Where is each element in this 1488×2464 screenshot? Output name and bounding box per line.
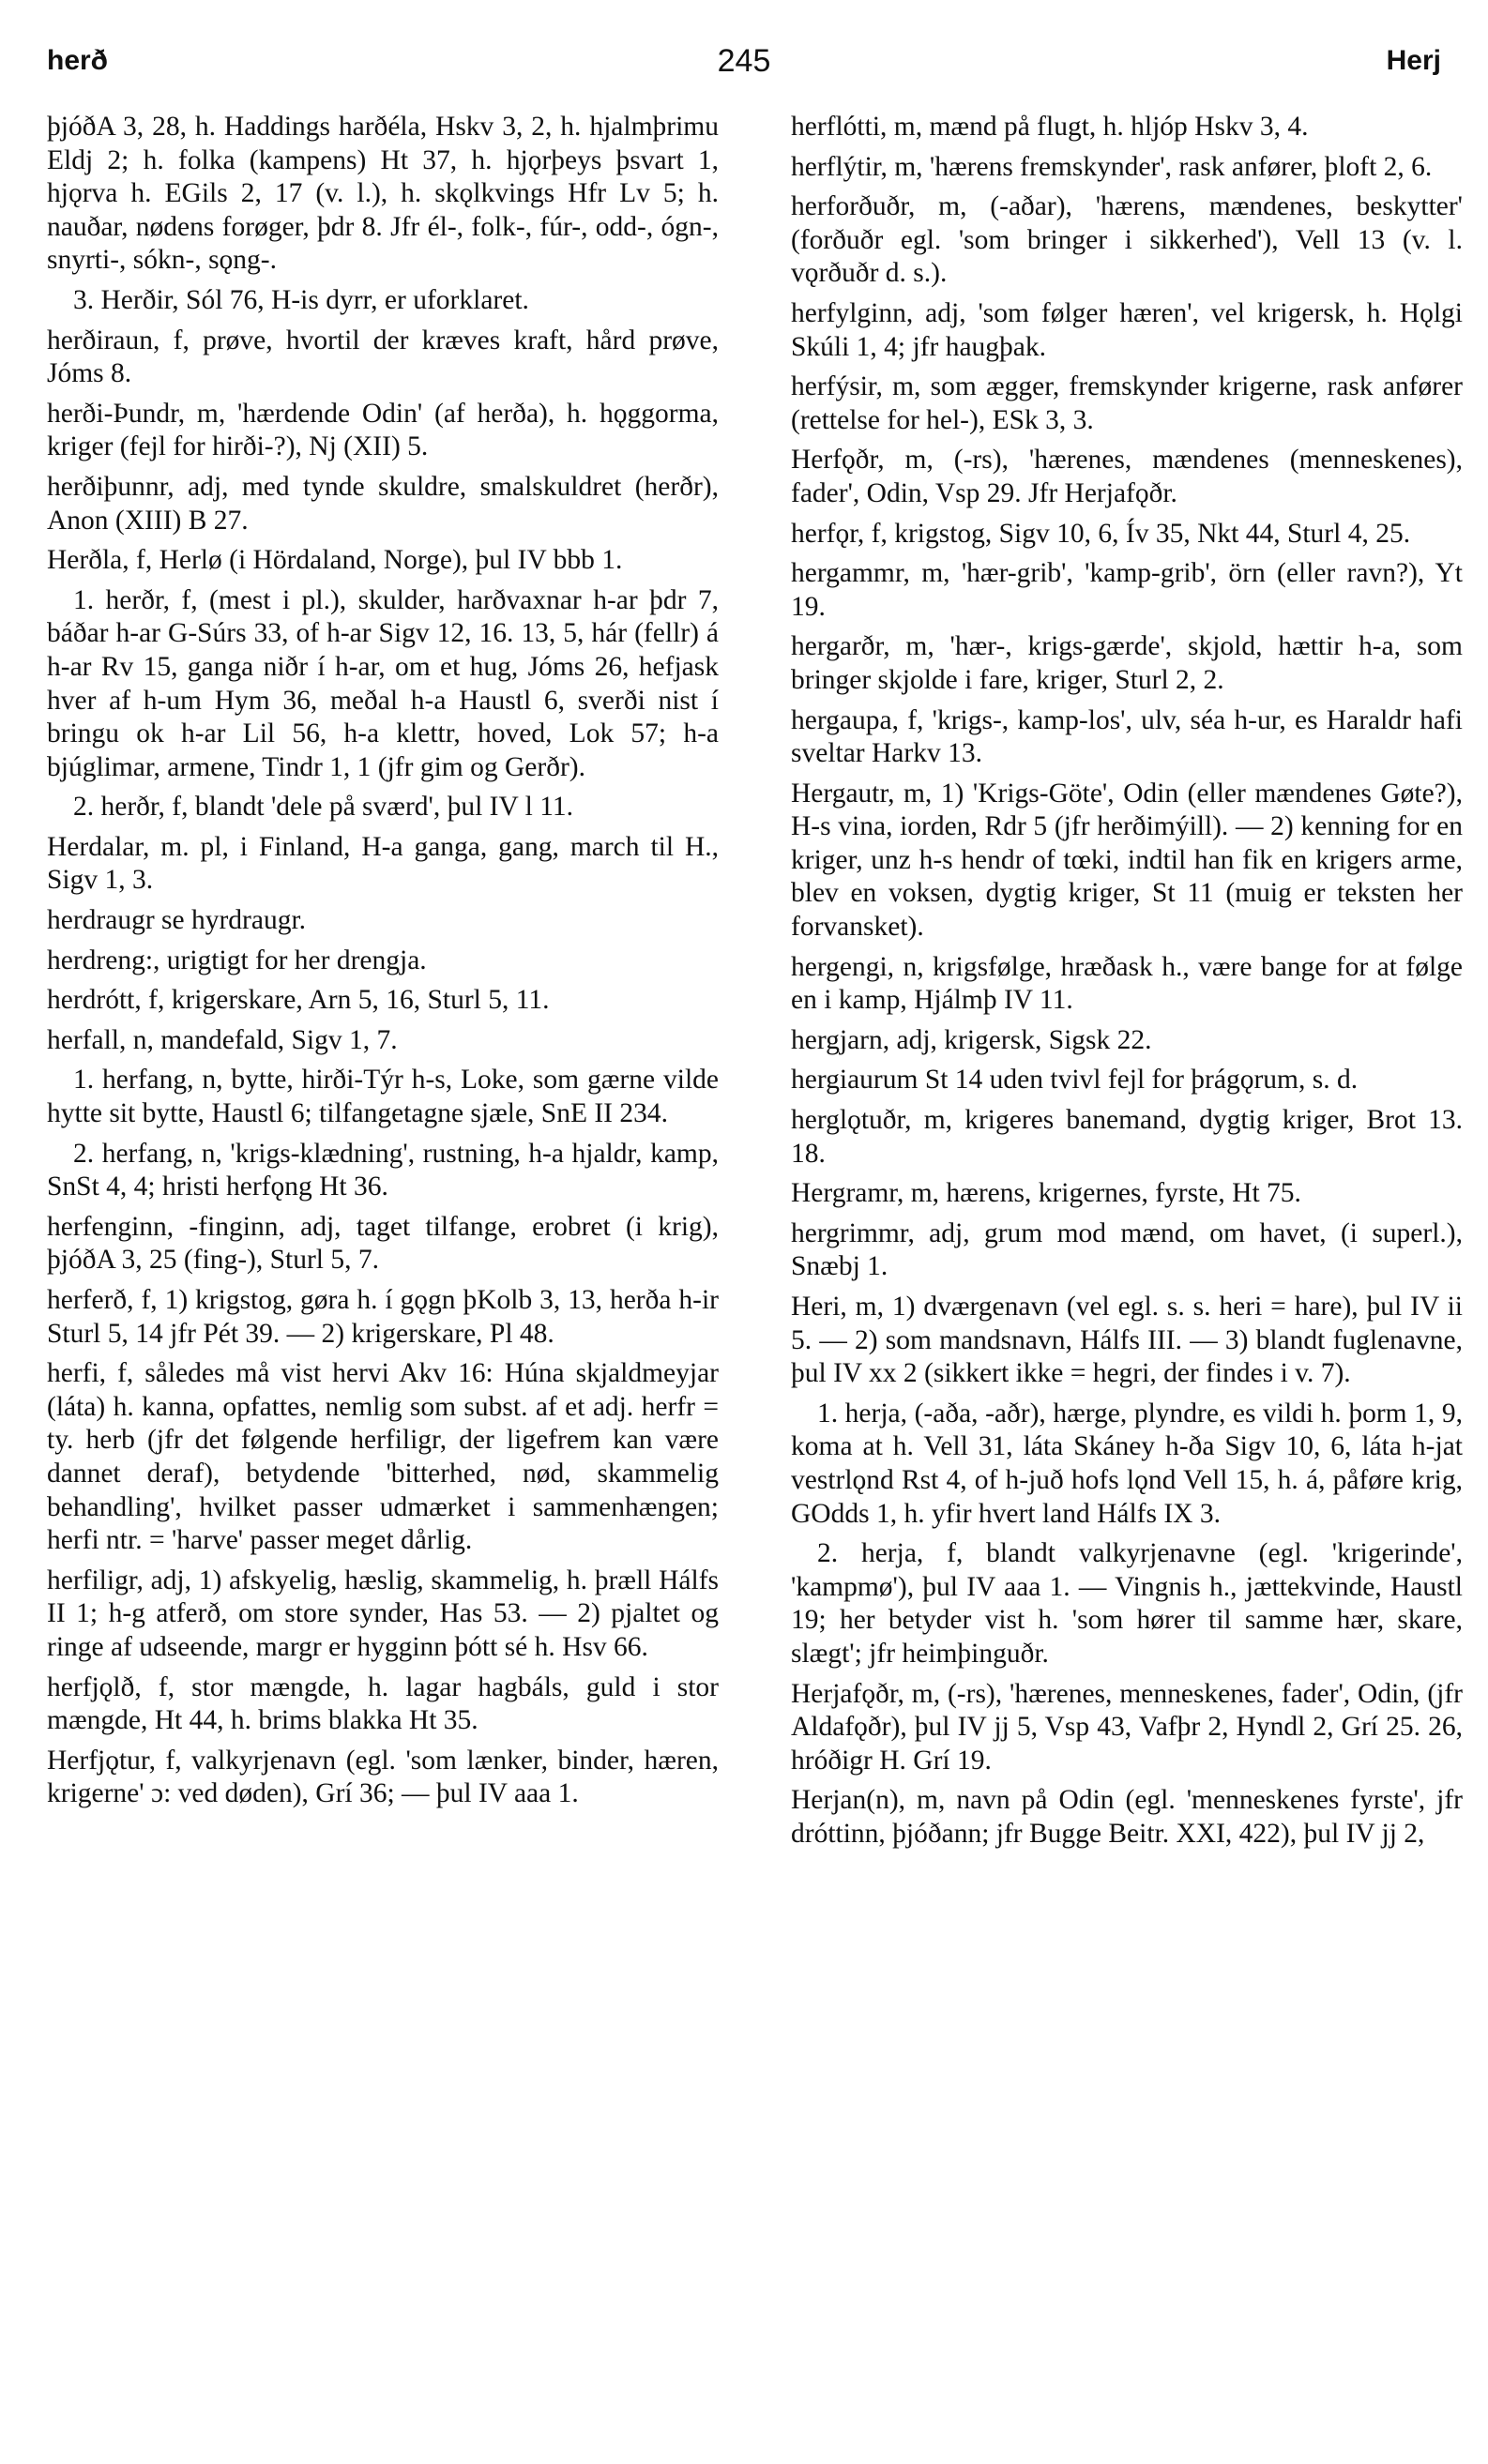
dictionary-entry: Herfǫðr, m, (-rs), 'hærenes, mændenes (menneskenes), fader', Odin, Vsp 29. Jfr Herjafǫðr. (791, 445, 1463, 508)
dictionary-entry: herflýtir, m, 'hærens fremskynder', rask anfører, þloft 2, 6. (791, 151, 1433, 182)
dictionary-entry: Hergautr, m, 1) 'Krigs-Göte', Odin (eller mændenes Gøte?), H-s vina, iorden, Rdr 5 (jfr herðimýill). — 2) kenning for en kriger, unz h-s hendr of tœki, indtil han fik en krigers arme, blev en voksen, dygtig kriger, St 11 (muig er teksten her forvansket). (791, 778, 1463, 943)
dictionary-entry: herfjǫlð, f, stor mængde, h. lagar hagbáls, guld i stor mængde, Ht 44, h. brims blakka Ht 35. (47, 1671, 719, 1736)
dictionary-entry: hergaupa, f, 'krigs-, kamp-los', ulv, séa h-ur, es Haraldr hafi sveltar Harkv 13. (791, 704, 1463, 769)
dictionary-entry: herfenginn, -finginn, adj, taget tilfange, erobret (i krig), þjóðA 3, 25 (fing-), Sturl 5, 7. (47, 1211, 719, 1276)
page-number: 245 (717, 43, 771, 79)
dictionary-entry: herdraugr se hyrdraugr. (47, 905, 307, 936)
dictionary-entry: hergammr, m, 'hær-grib', 'kamp-grib', örn (eller ravn?), Yt 19. (791, 558, 1463, 622)
dictionary-entry: herflótti, m, mænd på flugt, h. hljóp Hskv 3, 4. (791, 112, 1309, 142)
dictionary-entry: herforðuðr, m, (-aðar), 'hærens, mændenes, beskytter' (forðuðr egl. 'som bringer i sikkerhed'), Vell 13 (v. l. vǫrðuðr d. s.). (791, 191, 1463, 289)
dictionary-entry: Heri, m, 1) dværgenavn (vel egl. s. s. heri = hare), þul IV ii 5. — 2) som mandsnavn, Hálfs III. — 3) blandt fuglenavne, þul IV xx 2 (sikkert ikke = hegri, der findes i v. 7). (791, 1292, 1463, 1389)
dictionary-entry: hergiaurum St 14 uden tvivl fejl for þrágǫrum, s. d. (791, 1065, 1359, 1096)
dictionary-entry: 2. herja, f, blandt valkyrjenavne (egl. 'krigerinde', 'kampmø'), þul IV aaa 1. — Vingnis h., jættekvinde, Haustl 19; her betyder vist h. 'som hører til samme hær, skare, slægt'; jfr heimþinguðr. (791, 1538, 1463, 1669)
dictionary-entry: herfiligr, adj, 1) afskyelig, hæslig, skammelig, h. þræll Hálfs II 1; h-g atferð, om store synder, Has 53. — 2) pjaltet og ringe af udseende, margr er hygginn þótt sé h. Hsv 66. (47, 1565, 719, 1662)
dictionary-entry: Herdalar, m. pl, i Finland, H-a ganga, gang, march til H., Sigv 1, 3. (47, 831, 719, 896)
dictionary-entry: hergrimmr, adj, grum mod mænd, om havet, (i superl.), Snæbj 1. (791, 1217, 1463, 1282)
dictionary-entry: 1. herðr, f, (mest i pl.), skulder, harðvaxnar h-ar þdr 7, báðar h-ar G-Súrs 33, of h-ar Sigv 12, 16. 13, 5, hár (fellr) á h-ar Rv 15, ganga niðr í h-ar, om et hug, Jóms 26, hefjask hver af h-um Hym 36, meðal h-a Haustl 6, sverði nist í bringu ok h-ar Lil 56, h-a klettr, hoved, Lok 57; h-a bjúglimar, armene, Tindr 1, 1 (jfr gim og Gerðr). (47, 584, 719, 782)
dictionary-entry: hergarðr, m, 'hær-, krigs-gærde', skjold, hættir h-a, som bringer skjolde i fare, kriger, Sturl 2, 2. (791, 631, 1463, 695)
dictionary-entry: þjóðA 3, 28, h. Haddings harðéla, Hskv 3, 2, h. hjalmþrimu Eldj 2; h. folka (kampens) Ht 37, h. hjǫrþeys þsvart 1, hjǫrva h. EGils 2, 17 (v. l.), h. skǫlkvings Hfr Lv 5; h. nauðar, nødens forøger, þdr 8. Jfr él-, folk-, fúr-, odd-, ógn-, snyrti-, sókn-, sǫng-. (47, 112, 719, 276)
dictionary-entry: herfylginn, adj, 'som følger hæren', vel krigersk, h. Hǫlgi Skúli 1, 4; jfr haugþak. (791, 297, 1463, 362)
dictionary-entry: hergjarn, adj, krigersk, Sigsk 22. (791, 1024, 1152, 1055)
dictionary-entry: herglǫtuðr, m, krigeres banemand, dygtig kriger, Brot 13. 18. (791, 1105, 1463, 1169)
dictionary-entry: Hergramr, m, hærens, krigernes, fyrste, Ht 75. (791, 1178, 1301, 1209)
dictionary-entry: herfýsir, m, som ægger, fremskynder krigerne, rask anfører (rettelse for hel-), ESk 3, 3. (791, 371, 1463, 435)
page-header (47, 41, 1441, 88)
dictionary-entry: herferð, f, 1) krigstog, gøra h. í gǫgn þKolb 3, 13, herða h-ir Sturl 5, 14 jfr Pét 39. — 2) krigerskare, Pl 48. (47, 1285, 719, 1349)
dictionary-entry: 1. herfang, n, bytte, hirði-Týr h-s, Loke, som gærne vilde hytte sit bytte, Haustl 6; tilfangetagne sjæle, SnE II 234. (47, 1065, 719, 1129)
right-column (791, 111, 1463, 1858)
dictionary-entry: 1. herja, (-aða, -aðr), hærge, plyndre, es vildi h. þorm 1, 9, koma at h. Vell 31, láta Skáney h-ða Sigv 10, 6, láta h-jat vestrlǫnd Rst 4, of h-juð hofs lǫnd Vell 15, h. á, påføre krig, GOdds 1, h. yfir hvert land Hálfs IX 3. (791, 1398, 1463, 1529)
left-column (47, 111, 719, 1818)
dictionary-entry: 3. Herðir, Sól 76, H-is dyrr, er uforklaret. (73, 284, 529, 315)
header-right-guideword: Herj (1386, 45, 1441, 76)
dictionary-entry: herfi, f, således må vist hervi Akv 16: Húna skjaldmeyjar (láta) h. kanna, opfattes, nemlig som subst. af et adj. herfr = ty. herb (jfr det følgende herfiligr, der ligefrem kan være dannet deraf), betydende 'bitterhed, nød, skammelig behandling', hvilket passer udmærket i sammenhængen; herfi ntr. = 'harve' passer meget dårlig. (47, 1358, 719, 1556)
dictionary-entry: Herjafǫðr, m, (-rs), 'hærenes, menneskenes, fader', Odin, (jfr Aldafǫðr), þul IV jj 5, Vsp 43, Vafþr 2, Hyndl 2, Grí 25. 26, hróðigr H. Grí 19. (791, 1678, 1463, 1776)
dictionary-entry: herfall, n, mandefald, Sigv 1, 7. (47, 1024, 398, 1055)
dictionary-entry: 2. herfang, n, 'krigs-klædning', rustning, h-a hjaldr, kamp, SnSt 4, 4; hristi herfǫng Ht 36. (47, 1138, 719, 1202)
dictionary-entry: Herjan(n), m, navn på Odin (egl. 'menneskenes fyrste', jfr dróttinn, þjóðann; jfr Bugge Beitr. XXI, 422), þul IV jj 2, (791, 1785, 1463, 1849)
dictionary-entry: herði-Þundr, m, 'hærdende Odin' (af herða), h. hǫggorma, kriger (fejl for hirði-?), Nj (XII) 5. (47, 398, 719, 462)
dictionary-entry: 2. herðr, f, blandt 'dele på sværd', þul IV l 11. (73, 792, 573, 823)
dictionary-entry: herdreng:, urigtigt for her drengja. (47, 945, 427, 975)
dictionary-entry: Herðla, f, Herlø (i Hördaland, Norge), þul IV bbb 1. (47, 545, 623, 576)
header-left-guideword: herð (47, 45, 109, 76)
dictionary-entry: herdrótt, f, krigerskare, Arn 5, 16, Sturl 5, 11. (47, 985, 550, 1016)
dictionary-entry: herfǫr, f, krigstog, Sigv 10, 6, Ív 35, Nkt 44, Sturl 4, 25. (791, 518, 1411, 549)
dictionary-entry: herðiþunnr, adj, med tynde skuldre, smalskuldret (herðr), Anon (XIII) B 27. (47, 471, 719, 536)
dictionary-entry: hergengi, n, krigsfølge, hræðask h., være bange for at følge en i kamp, Hjálmþ IV 11. (791, 951, 1463, 1016)
dictionary-entry: herðiraun, f, prøve, hvortil der kræves kraft, hård prøve, Jóms 8. (47, 325, 719, 389)
dictionary-entry: Herfjǫtur, f, valkyrjenavn (egl. 'som lænker, binder, hæren, krigerne' ɔ: ved døden), Grí 36; — þul IV aaa 1. (47, 1745, 719, 1809)
